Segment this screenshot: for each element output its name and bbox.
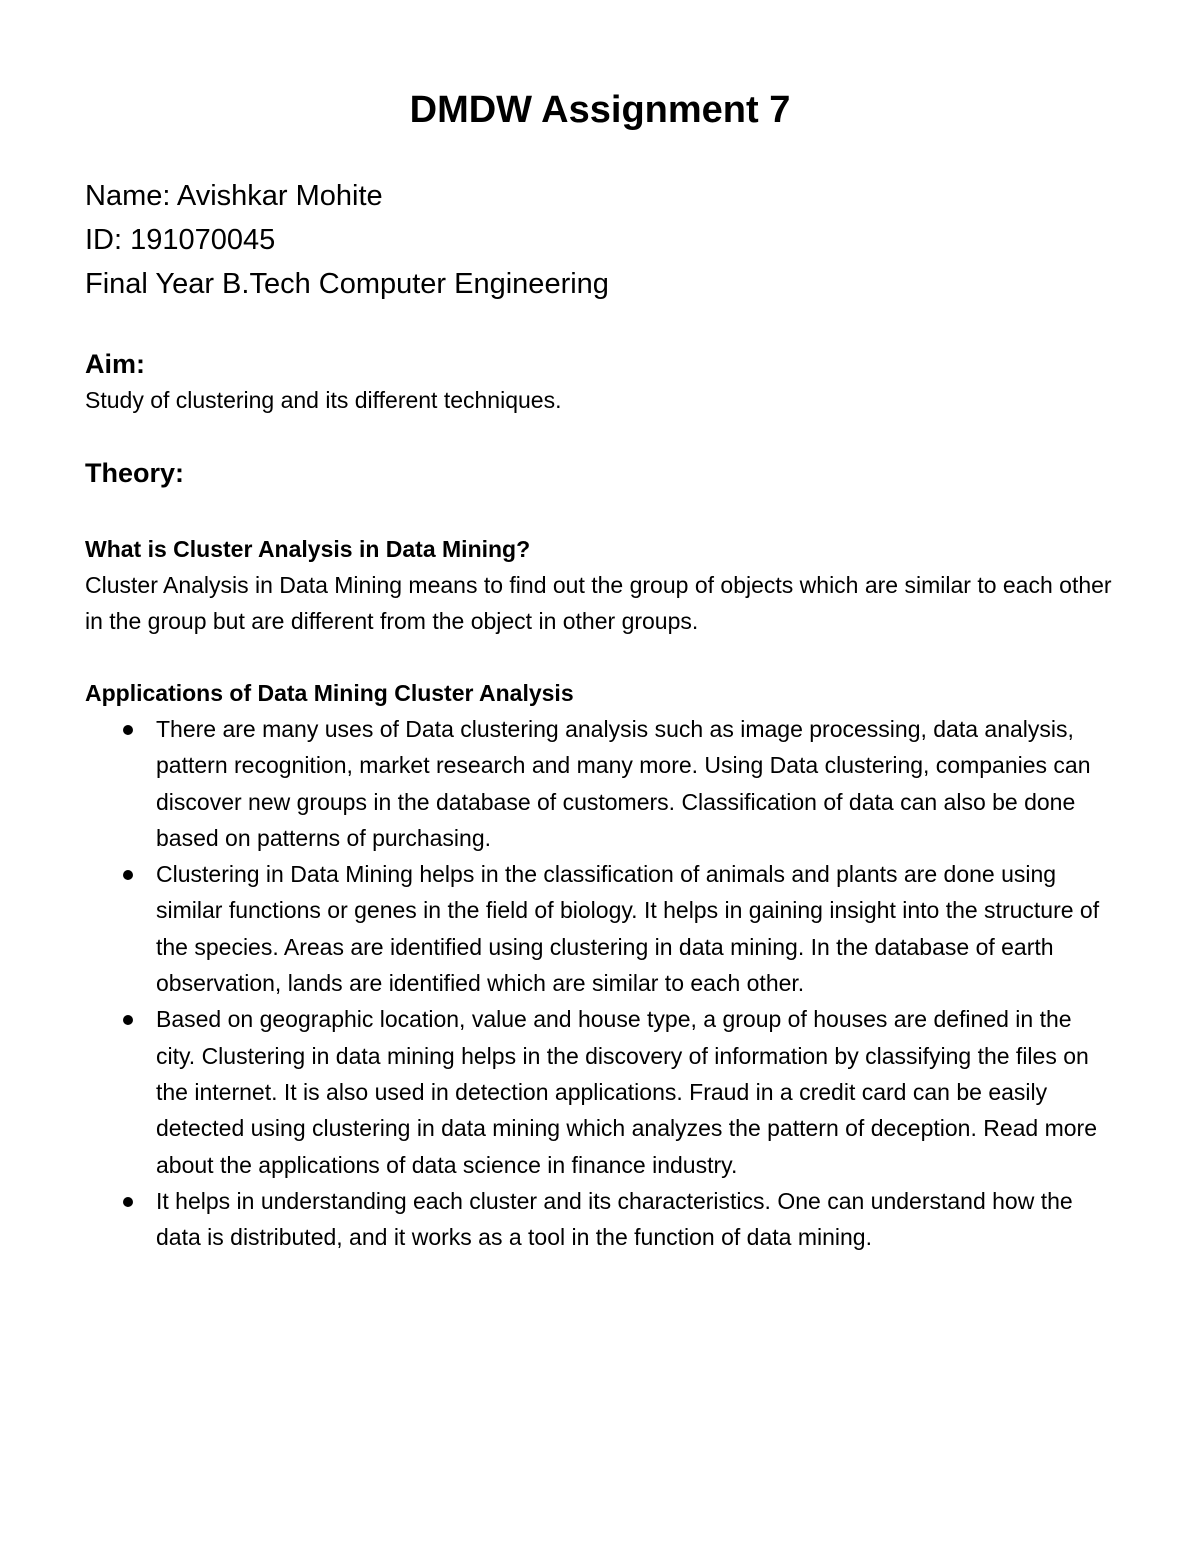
- list-item: [85, 711, 1115, 856]
- list-item: [85, 1183, 1115, 1256]
- list-item-text: Based on geographic location, value and house type, a group of houses are defined in the city. Clustering in data mining helps in the discovery of information by classifying the files on the internet. It is also used in detection applications. Fraud in a credit card can be easily detected using clustering in data mining which analyzes the pattern of deception. Read more about the applications of data science in finance industry.: [156, 1006, 1098, 1178]
- list-item-text: Clustering in Data Mining helps in the classification of animals and plants are done using similar functions or genes in the field of biology. It helps in gaining insight into the structure of the species. Areas are identified using clustering in data mining. In the database of earth observation, lands are identified which are similar to each other.: [156, 861, 1100, 997]
- document-title: DMDW Assignment 7: [409, 89, 791, 131]
- student-id: ID: 191070045: [85, 224, 276, 256]
- aim-heading: Aim:: [85, 349, 145, 379]
- list-item-text: It helps in understanding each cluster and its characteristics. One can understand how the data is distributed, and it works as a tool in the function of data mining.: [156, 1187, 1073, 1251]
- cluster-analysis-heading: What is Cluster Analysis in Data Mining?: [85, 536, 531, 562]
- theory-heading: Theory:: [85, 458, 185, 488]
- applications-heading: Applications of Data Mining Cluster Analysis: [85, 680, 574, 706]
- document-page: [85, 84, 1115, 1255]
- bullet-icon: [123, 870, 133, 880]
- bullet-icon: [123, 725, 133, 735]
- list-item: [85, 856, 1115, 1001]
- cluster-analysis-text: Cluster Analysis in Data Mining means to find out the group of objects which are similar to each other in the group but are different from the object in other groups.: [85, 572, 1112, 634]
- student-program: Final Year B.Tech Computer Engineering: [85, 268, 609, 300]
- bullet-icon: [123, 1015, 133, 1025]
- bullet-icon: [123, 1197, 133, 1207]
- applications-list: [85, 711, 1115, 1255]
- list-item: [85, 1001, 1115, 1182]
- student-info: [85, 174, 1115, 306]
- list-item-text: There are many uses of Data clustering analysis such as image processing, data analysis, pattern recognition, market research and many more. Using Data clustering, companies can discover new groups in the database of customers. Classification of data can also be done based on patterns of purchasing.: [156, 716, 1091, 851]
- aim-text: Study of clustering and its different techniques.: [85, 387, 562, 413]
- student-name: Name: Avishkar Mohite: [85, 180, 383, 212]
